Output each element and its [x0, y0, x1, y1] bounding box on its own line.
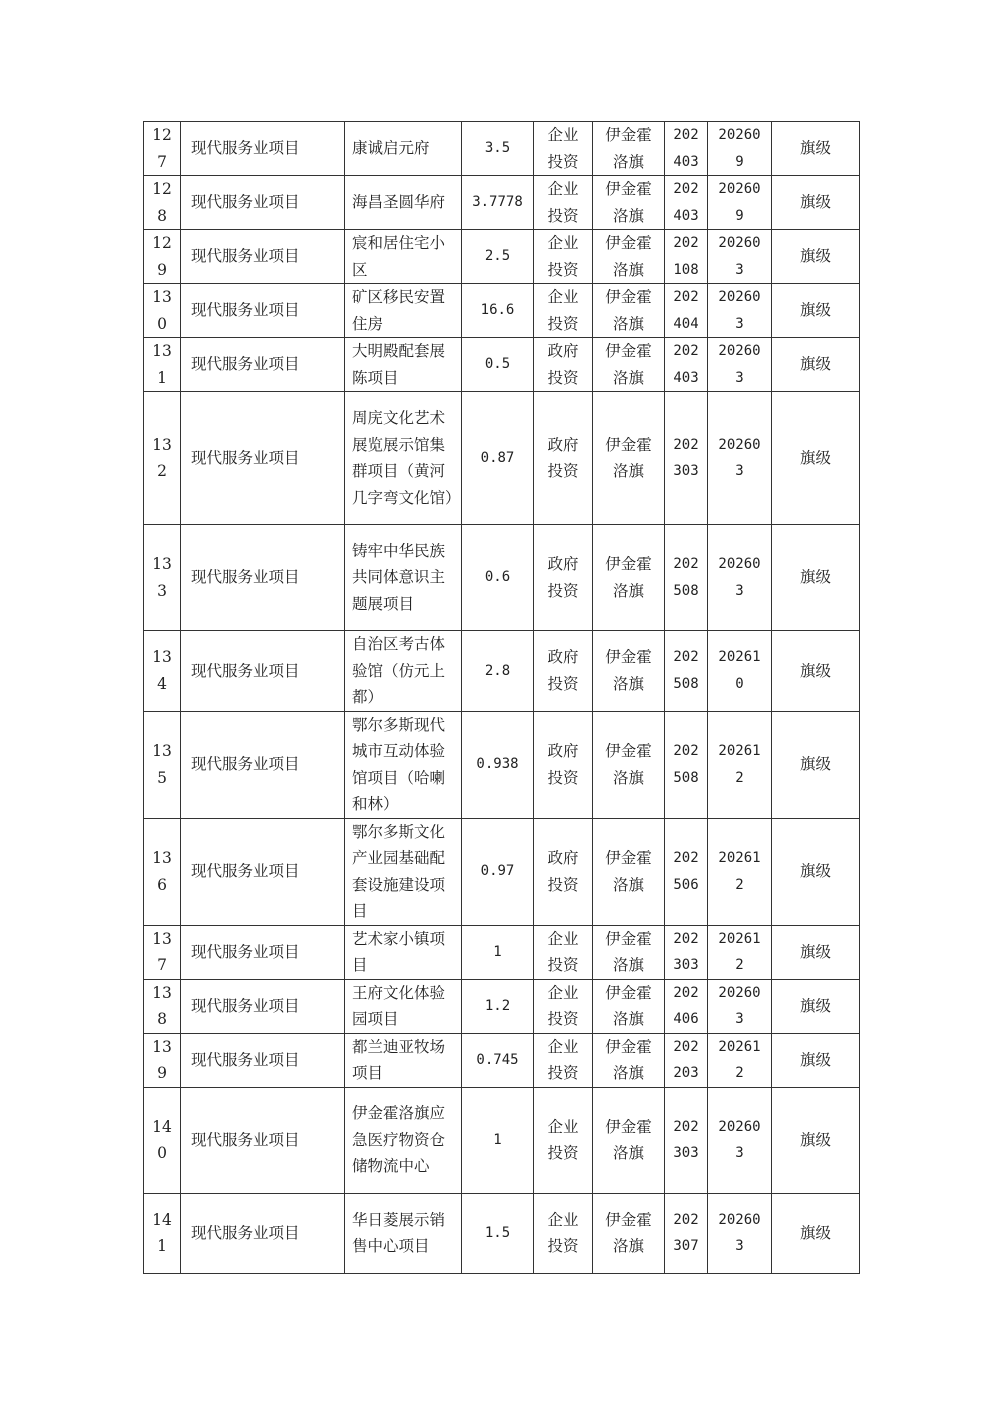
total-investment: 3.5	[462, 122, 534, 176]
project-location: 伊金霍洛旗	[593, 176, 665, 230]
end-date: 202603	[708, 338, 772, 392]
start-date: 202303	[665, 1087, 708, 1193]
end-date: 202603	[708, 979, 772, 1033]
table-row	[144, 176, 860, 230]
table-row	[144, 1033, 860, 1087]
investment-type: 政府投资	[534, 338, 593, 392]
total-investment: 0.938	[462, 711, 534, 818]
investment-type: 政府投资	[534, 392, 593, 525]
project-category: 现代服务业项目	[181, 176, 345, 230]
project-name: 鄂尔多斯现代城市互动体验馆项目（哈喇和林）	[345, 711, 462, 818]
project-location: 伊金霍洛旗	[593, 925, 665, 979]
project-level: 旗级	[772, 176, 860, 230]
project-category: 现代服务业项目	[181, 338, 345, 392]
start-date: 202303	[665, 392, 708, 525]
project-category: 现代服务业项目	[181, 1033, 345, 1087]
project-location: 伊金霍洛旗	[593, 818, 665, 925]
project-category: 现代服务业项目	[181, 711, 345, 818]
project-name: 铸牢中华民族共同体意识主题展项目	[345, 525, 462, 631]
row-number: 135	[144, 711, 181, 818]
project-name: 矿区移民安置住房	[345, 284, 462, 338]
investment-type: 企业投资	[534, 1033, 593, 1087]
row-number: 138	[144, 979, 181, 1033]
project-category: 现代服务业项目	[181, 230, 345, 284]
project-location: 伊金霍洛旗	[593, 631, 665, 712]
row-number: 137	[144, 925, 181, 979]
row-number: 141	[144, 1193, 181, 1273]
row-number: 136	[144, 818, 181, 925]
investment-type: 企业投资	[534, 1193, 593, 1273]
start-date: 202403	[665, 338, 708, 392]
project-level: 旗级	[772, 1087, 860, 1193]
investment-type: 企业投资	[534, 230, 593, 284]
project-level: 旗级	[772, 284, 860, 338]
start-date: 202108	[665, 230, 708, 284]
project-name: 自治区考古体验馆（仿元上都）	[345, 631, 462, 712]
total-investment: 1	[462, 925, 534, 979]
investment-type: 企业投资	[534, 1087, 593, 1193]
row-number: 129	[144, 230, 181, 284]
table-row	[144, 711, 860, 818]
project-location: 伊金霍洛旗	[593, 122, 665, 176]
start-date: 202508	[665, 525, 708, 631]
project-location: 伊金霍洛旗	[593, 1087, 665, 1193]
project-name: 艺术家小镇项目	[345, 925, 462, 979]
investment-type: 政府投资	[534, 631, 593, 712]
project-location: 伊金霍洛旗	[593, 230, 665, 284]
total-investment: 3.7778	[462, 176, 534, 230]
total-investment: 16.6	[462, 284, 534, 338]
investment-type: 企业投资	[534, 176, 593, 230]
end-date: 202612	[708, 1033, 772, 1087]
project-category: 现代服务业项目	[181, 1193, 345, 1273]
start-date: 202508	[665, 711, 708, 818]
investment-type: 企业投资	[534, 979, 593, 1033]
end-date: 202603	[708, 1087, 772, 1193]
start-date: 202506	[665, 818, 708, 925]
row-number: 139	[144, 1033, 181, 1087]
project-location: 伊金霍洛旗	[593, 338, 665, 392]
project-name: 周庑文化艺术展览展示馆集群项目（黄河几字弯文化馆）	[345, 392, 462, 525]
project-table	[143, 121, 860, 1274]
project-location: 伊金霍洛旗	[593, 1033, 665, 1087]
end-date: 202610	[708, 631, 772, 712]
project-category: 现代服务业项目	[181, 392, 345, 525]
project-level: 旗级	[772, 979, 860, 1033]
end-date: 202603	[708, 1193, 772, 1273]
project-level: 旗级	[772, 818, 860, 925]
project-location: 伊金霍洛旗	[593, 525, 665, 631]
total-investment: 0.5	[462, 338, 534, 392]
project-category: 现代服务业项目	[181, 979, 345, 1033]
table-row	[144, 230, 860, 284]
project-name: 康诚启元府	[345, 122, 462, 176]
total-investment: 2.5	[462, 230, 534, 284]
project-name: 鄂尔多斯文化产业园基础配套设施建设项目	[345, 818, 462, 925]
total-investment: 0.87	[462, 392, 534, 525]
row-number: 128	[144, 176, 181, 230]
project-name: 大明殿配套展陈项目	[345, 338, 462, 392]
investment-type: 企业投资	[534, 284, 593, 338]
row-number: 131	[144, 338, 181, 392]
table-row	[144, 925, 860, 979]
row-number: 133	[144, 525, 181, 631]
project-location: 伊金霍洛旗	[593, 711, 665, 818]
project-name: 华日菱展示销售中心项目	[345, 1193, 462, 1273]
end-date: 202603	[708, 525, 772, 631]
total-investment: 0.97	[462, 818, 534, 925]
table-row	[144, 979, 860, 1033]
start-date: 202403	[665, 122, 708, 176]
project-level: 旗级	[772, 525, 860, 631]
start-date: 202203	[665, 1033, 708, 1087]
end-date: 202612	[708, 818, 772, 925]
project-category: 现代服务业项目	[181, 631, 345, 712]
investment-type: 企业投资	[534, 925, 593, 979]
end-date: 202612	[708, 925, 772, 979]
project-category: 现代服务业项目	[181, 925, 345, 979]
project-name: 王府文化体验园项目	[345, 979, 462, 1033]
project-location: 伊金霍洛旗	[593, 284, 665, 338]
project-level: 旗级	[772, 338, 860, 392]
project-level: 旗级	[772, 230, 860, 284]
project-name: 都兰迪亚牧场项目	[345, 1033, 462, 1087]
start-date: 202403	[665, 176, 708, 230]
project-name: 伊金霍洛旗应急医疗物资仓储物流中心	[345, 1087, 462, 1193]
total-investment: 0.745	[462, 1033, 534, 1087]
row-number: 127	[144, 122, 181, 176]
row-number: 130	[144, 284, 181, 338]
project-level: 旗级	[772, 1193, 860, 1273]
end-date: 202612	[708, 711, 772, 818]
total-investment: 1.5	[462, 1193, 534, 1273]
project-location: 伊金霍洛旗	[593, 1193, 665, 1273]
project-level: 旗级	[772, 711, 860, 818]
end-date: 202603	[708, 284, 772, 338]
project-category: 现代服务业项目	[181, 525, 345, 631]
start-date: 202406	[665, 979, 708, 1033]
project-category: 现代服务业项目	[181, 818, 345, 925]
table-row	[144, 122, 860, 176]
end-date: 202603	[708, 230, 772, 284]
start-date: 202404	[665, 284, 708, 338]
start-date: 202508	[665, 631, 708, 712]
table-row	[144, 525, 860, 631]
investment-type: 政府投资	[534, 525, 593, 631]
row-number: 140	[144, 1087, 181, 1193]
end-date: 202609	[708, 176, 772, 230]
project-level: 旗级	[772, 631, 860, 712]
table-row	[144, 392, 860, 525]
project-level: 旗级	[772, 392, 860, 525]
total-investment: 1	[462, 1087, 534, 1193]
total-investment: 1.2	[462, 979, 534, 1033]
start-date: 202307	[665, 1193, 708, 1273]
table-row	[144, 338, 860, 392]
end-date: 202603	[708, 392, 772, 525]
total-investment: 2.8	[462, 631, 534, 712]
investment-type: 政府投资	[534, 711, 593, 818]
end-date: 202609	[708, 122, 772, 176]
project-level: 旗级	[772, 1033, 860, 1087]
investment-type: 企业投资	[534, 122, 593, 176]
project-name: 宸和居住宅小区	[345, 230, 462, 284]
project-name: 海昌圣圆华府	[345, 176, 462, 230]
table-row	[144, 631, 860, 712]
project-level: 旗级	[772, 122, 860, 176]
project-category: 现代服务业项目	[181, 284, 345, 338]
total-investment: 0.6	[462, 525, 534, 631]
row-number: 134	[144, 631, 181, 712]
project-level: 旗级	[772, 925, 860, 979]
row-number: 132	[144, 392, 181, 525]
investment-type: 政府投资	[534, 818, 593, 925]
project-location: 伊金霍洛旗	[593, 392, 665, 525]
project-location: 伊金霍洛旗	[593, 979, 665, 1033]
table-row	[144, 818, 860, 925]
project-category: 现代服务业项目	[181, 122, 345, 176]
table-row	[144, 284, 860, 338]
project-category: 现代服务业项目	[181, 1087, 345, 1193]
table-row	[144, 1193, 860, 1273]
table-row	[144, 1087, 860, 1193]
start-date: 202303	[665, 925, 708, 979]
